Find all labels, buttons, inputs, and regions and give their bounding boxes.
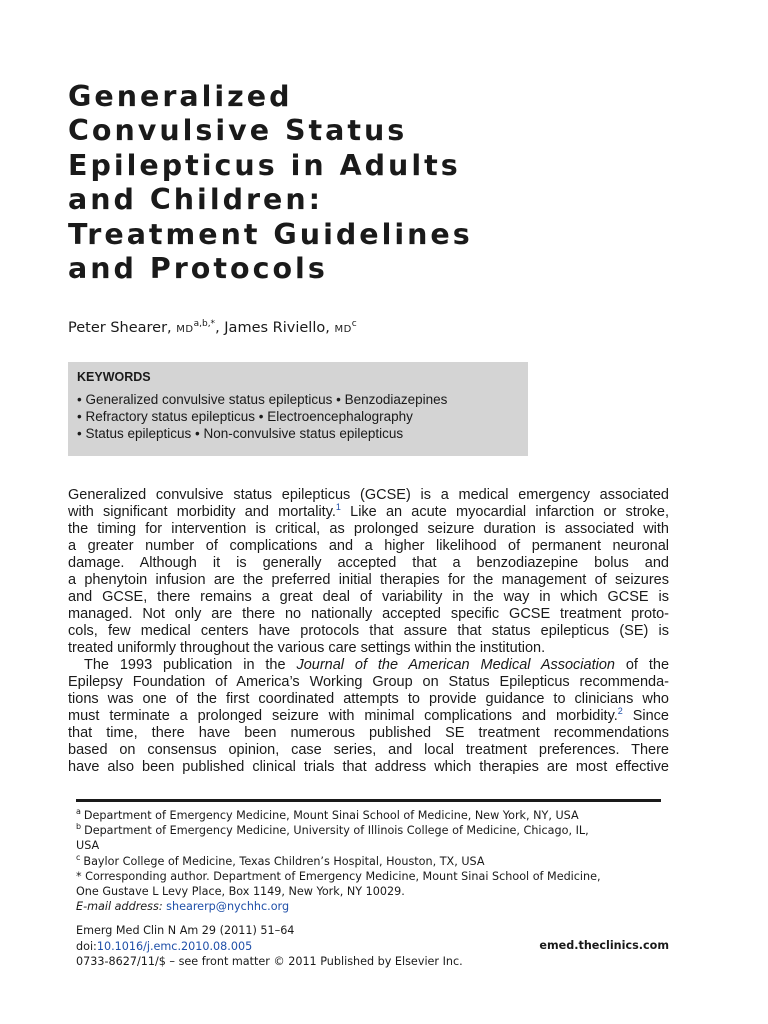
article-title: [68, 80, 628, 286]
body-line: damage. Although it is generally accepted that a benzodiazepine bolus and: [68, 555, 669, 571]
copyright-line: 0733-8627/11/$ – see front matter © 2011 Published by Elsevier Inc.: [76, 955, 463, 968]
reference-link[interactable]: 1: [335, 502, 341, 513]
body-text: [68, 487, 669, 776]
footnote-mark: a: [76, 807, 81, 817]
body-text-run: The 1993 publication in the: [84, 657, 297, 673]
title-line: and Children:: [68, 183, 324, 217]
body-text-run: Like an acute myocardial infarction or stroke,: [340, 504, 670, 520]
keywords-box: [68, 362, 528, 456]
affiliation-footnote: [76, 854, 666, 869]
body-line: the timing for intervention is critical, as prolonged seizure duration is associated with: [68, 521, 669, 537]
body-line: have also been published clinical trials that address which therapies are most effective: [68, 759, 669, 775]
body-line: [68, 504, 669, 521]
doi-label: doi:: [76, 939, 97, 953]
footnote-text: Baylor College of Medicine, Texas Children’s Hospital, Houston, TX, USA: [83, 854, 485, 868]
keyword-line: • Status epilepticus • Non-convulsive status epilepticus: [77, 426, 404, 441]
footnote-divider: [76, 799, 661, 802]
footnote-mark: b: [76, 822, 82, 832]
author-name: Peter Shearer,: [68, 320, 172, 336]
footnote-text: Department of Emergency Medicine, Mount Sinai School of Medicine, New York, NY, USA: [83, 809, 579, 822]
body-line: tions was one of the first coordinated attempts to provide guidance to clinicians who: [68, 691, 669, 707]
journal-website: emed.theclinics.com: [539, 939, 669, 952]
footnote-text: Department of Emergency Medicine, University of Illinois College of Medicine, Chicago, IL,: [84, 824, 589, 838]
author-degree: MD: [176, 324, 194, 335]
title-line: Treatment Guidelines: [68, 217, 473, 251]
author-name: , James Riviello,: [215, 320, 330, 336]
journal-name: Journal of the American Medical Association: [296, 657, 615, 673]
footnote-mark: c: [76, 852, 81, 862]
body-line: Epilepsy Foundation of America’s Working Group on Status Epilepticus recommenda-: [68, 674, 669, 690]
footnote-text: USA: [76, 839, 100, 853]
corresponding-author: * Corresponding author. Department of Emergency Medicine, Mount Sinai School of Medicine,: [76, 869, 601, 883]
body-line: [68, 657, 669, 674]
author-affiliation-mark: c: [351, 319, 357, 330]
body-line: Generalized convulsive status epilepticus (GCSE) is a medical emergency associated: [68, 487, 669, 503]
body-line: that time, there have been numerous published SE treatment recommendations: [68, 725, 669, 741]
email-line: [76, 899, 666, 914]
author-list: [68, 319, 357, 339]
doi-link[interactable]: 10.1016/j.emc.2010.08.005: [96, 939, 253, 953]
author-affiliation-mark: a,b,*: [193, 319, 216, 330]
affiliation-footnote: [76, 823, 666, 838]
corresponding-address: One Gustave L Levy Place, Box 1149, New York, NY 10029.: [76, 885, 405, 899]
body-line: [68, 708, 669, 725]
body-line: managed. Not only are there no nationally accepted specific GCSE treatment proto-: [68, 606, 669, 622]
reference-link[interactable]: 2: [617, 706, 623, 717]
author-degree: MD: [334, 324, 352, 335]
keyword-line: • Refractory status epilepticus • Electroencephalography: [77, 409, 413, 424]
journal-citation: Emerg Med Clin N Am 29 (2011) 51–64: [76, 924, 295, 937]
affiliation-footnote: [76, 808, 666, 823]
email-link[interactable]: shearerp@nychhc.org: [166, 900, 290, 914]
body-text-run: of the: [614, 657, 670, 673]
body-text-run: must terminate a prolonged seizure with minimal complications and morbidity.: [68, 708, 618, 724]
body-text-run: Since: [622, 708, 669, 724]
body-line: a phenytoin infusion are the preferred initial therapies for the management of seizures: [68, 572, 669, 588]
keyword-line: • Generalized convulsive status epilepticus • Benzodiazepines: [77, 392, 448, 407]
title-line: Generalized: [68, 80, 293, 113]
title-line: and Protocols: [68, 252, 328, 286]
keywords-heading: KEYWORDS: [77, 370, 151, 384]
body-line: treated uniformly throughout the various care settings within the institution.: [68, 640, 546, 656]
email-label: E-mail address:: [76, 900, 163, 914]
body-line: cols, few medical centers have protocols that assure that status epilepticus (SE) is: [68, 623, 669, 639]
body-line: a greater number of complications and a higher likelihood of permanent neuronal: [68, 538, 669, 554]
title-line: Convulsive Status: [68, 114, 408, 148]
body-text-run: with significant morbidity and mortality.: [68, 504, 336, 520]
title-line: Epilepticus in Adults: [68, 148, 461, 182]
body-line: based on consensus opinion, case series, and local treatment preferences. There: [68, 742, 669, 758]
body-line: and GCSE, there remains a great deal of variability in the way in which GCSE is: [68, 589, 669, 605]
footnotes: [76, 808, 666, 914]
